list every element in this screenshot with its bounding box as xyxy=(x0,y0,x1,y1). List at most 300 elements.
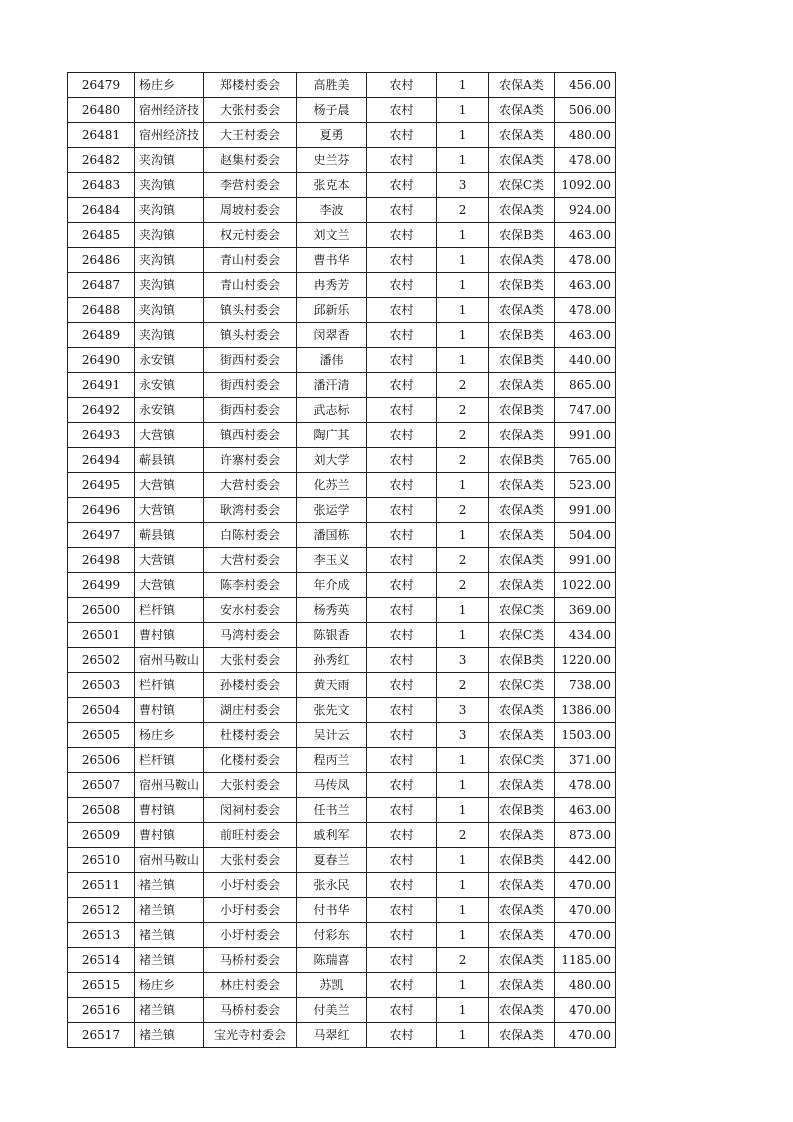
insurance-category-cell: 农保A类 xyxy=(489,698,555,723)
village-committee-cell: 大张村委会 xyxy=(204,648,297,673)
insurance-category-cell: 农保A类 xyxy=(489,1023,555,1048)
insurance-category-cell: 农保C类 xyxy=(489,623,555,648)
amount-cell: 456.00 xyxy=(555,73,616,98)
amount-cell: 504.00 xyxy=(555,523,616,548)
table-row xyxy=(68,573,616,598)
record-id-cell: 26512 xyxy=(68,898,135,923)
town-cell: 夹沟镇 xyxy=(135,148,204,173)
village-committee-cell: 镇西村委会 xyxy=(204,423,297,448)
household-count-cell: 1 xyxy=(437,473,489,498)
record-id-cell: 26482 xyxy=(68,148,135,173)
amount-cell: 470.00 xyxy=(555,923,616,948)
amount-cell: 463.00 xyxy=(555,223,616,248)
town-cell: 曹村镇 xyxy=(135,798,204,823)
record-id-cell: 26502 xyxy=(68,648,135,673)
area-type-cell: 农村 xyxy=(367,273,437,298)
table-row xyxy=(68,148,616,173)
amount-cell: 369.00 xyxy=(555,598,616,623)
village-committee-cell: 周坡村委会 xyxy=(204,198,297,223)
town-cell: 夹沟镇 xyxy=(135,248,204,273)
village-committee-cell: 林庄村委会 xyxy=(204,973,297,998)
area-type-cell: 农村 xyxy=(367,923,437,948)
area-type-cell: 农村 xyxy=(367,223,437,248)
person-name-cell: 潘国栋 xyxy=(297,523,367,548)
record-id-cell: 26507 xyxy=(68,773,135,798)
amount-cell: 523.00 xyxy=(555,473,616,498)
record-id-cell: 26491 xyxy=(68,373,135,398)
town-cell: 褚兰镇 xyxy=(135,923,204,948)
area-type-cell: 农村 xyxy=(367,248,437,273)
table-row xyxy=(68,898,616,923)
village-committee-cell: 大张村委会 xyxy=(204,848,297,873)
area-type-cell: 农村 xyxy=(367,373,437,398)
record-id-cell: 26486 xyxy=(68,248,135,273)
village-committee-cell: 街西村委会 xyxy=(204,348,297,373)
insurance-category-cell: 农保A类 xyxy=(489,198,555,223)
record-id-cell: 26516 xyxy=(68,998,135,1023)
person-name-cell: 马传凤 xyxy=(297,773,367,798)
village-committee-cell: 小圩村委会 xyxy=(204,898,297,923)
village-committee-cell: 前旺村委会 xyxy=(204,823,297,848)
area-type-cell: 农村 xyxy=(367,698,437,723)
amount-cell: 434.00 xyxy=(555,623,616,648)
amount-cell: 747.00 xyxy=(555,398,616,423)
person-name-cell: 张永民 xyxy=(297,873,367,898)
household-count-cell: 2 xyxy=(437,548,489,573)
household-count-cell: 2 xyxy=(437,448,489,473)
village-committee-cell: 街西村委会 xyxy=(204,398,297,423)
household-count-cell: 1 xyxy=(437,298,489,323)
amount-cell: 991.00 xyxy=(555,423,616,448)
amount-cell: 991.00 xyxy=(555,548,616,573)
area-type-cell: 农村 xyxy=(367,348,437,373)
village-committee-cell: 安水村委会 xyxy=(204,598,297,623)
table-row xyxy=(68,248,616,273)
table-row xyxy=(68,923,616,948)
person-name-cell: 曹书华 xyxy=(297,248,367,273)
insurance-category-cell: 农保B类 xyxy=(489,798,555,823)
town-cell: 永安镇 xyxy=(135,398,204,423)
table-row xyxy=(68,223,616,248)
household-count-cell: 1 xyxy=(437,273,489,298)
amount-cell: 480.00 xyxy=(555,123,616,148)
record-id-cell: 26479 xyxy=(68,73,135,98)
amount-cell: 442.00 xyxy=(555,848,616,873)
household-count-cell: 2 xyxy=(437,423,489,448)
insurance-category-cell: 农保B类 xyxy=(489,648,555,673)
area-type-cell: 农村 xyxy=(367,323,437,348)
person-name-cell: 高胜美 xyxy=(297,73,367,98)
insurance-category-cell: 农保B类 xyxy=(489,323,555,348)
record-id-cell: 26504 xyxy=(68,698,135,723)
town-cell: 杨庄乡 xyxy=(135,973,204,998)
village-committee-cell: 孙楼村委会 xyxy=(204,673,297,698)
village-committee-cell: 杜楼村委会 xyxy=(204,723,297,748)
area-type-cell: 农村 xyxy=(367,798,437,823)
area-type-cell: 农村 xyxy=(367,973,437,998)
person-name-cell: 张先文 xyxy=(297,698,367,723)
table-row xyxy=(68,748,616,773)
amount-cell: 865.00 xyxy=(555,373,616,398)
insurance-category-cell: 农保A类 xyxy=(489,498,555,523)
insurance-category-cell: 农保B类 xyxy=(489,448,555,473)
person-name-cell: 潘伟 xyxy=(297,348,367,373)
table-row xyxy=(68,998,616,1023)
village-committee-cell: 小圩村委会 xyxy=(204,923,297,948)
household-count-cell: 1 xyxy=(437,323,489,348)
person-name-cell: 付美兰 xyxy=(297,998,367,1023)
person-name-cell: 夏勇 xyxy=(297,123,367,148)
insurance-category-cell: 农保A类 xyxy=(489,298,555,323)
town-cell: 宿州马鞍山 xyxy=(135,848,204,873)
table-row xyxy=(68,523,616,548)
town-cell: 夹沟镇 xyxy=(135,198,204,223)
amount-cell: 463.00 xyxy=(555,798,616,823)
insurance-category-cell: 农保A类 xyxy=(489,898,555,923)
area-type-cell: 农村 xyxy=(367,148,437,173)
household-count-cell: 1 xyxy=(437,623,489,648)
insurance-category-cell: 农保A类 xyxy=(489,823,555,848)
town-cell: 大营镇 xyxy=(135,473,204,498)
village-committee-cell: 小圩村委会 xyxy=(204,873,297,898)
area-type-cell: 农村 xyxy=(367,823,437,848)
area-type-cell: 农村 xyxy=(367,1023,437,1048)
record-id-cell: 26493 xyxy=(68,423,135,448)
record-id-cell: 26503 xyxy=(68,673,135,698)
area-type-cell: 农村 xyxy=(367,773,437,798)
household-count-cell: 2 xyxy=(437,673,489,698)
table-row xyxy=(68,723,616,748)
table-row xyxy=(68,623,616,648)
area-type-cell: 农村 xyxy=(367,523,437,548)
village-committee-cell: 马湾村委会 xyxy=(204,623,297,648)
record-id-cell: 26487 xyxy=(68,273,135,298)
table-row xyxy=(68,798,616,823)
town-cell: 夹沟镇 xyxy=(135,223,204,248)
village-committee-cell: 镇头村委会 xyxy=(204,298,297,323)
amount-cell: 371.00 xyxy=(555,748,616,773)
village-committee-cell: 耿湾村委会 xyxy=(204,498,297,523)
insurance-category-cell: 农保C类 xyxy=(489,673,555,698)
town-cell: 大营镇 xyxy=(135,423,204,448)
household-count-cell: 1 xyxy=(437,523,489,548)
insurance-category-cell: 农保A类 xyxy=(489,73,555,98)
person-name-cell: 张运学 xyxy=(297,498,367,523)
household-count-cell: 2 xyxy=(437,948,489,973)
town-cell: 宿州经济技 xyxy=(135,123,204,148)
household-count-cell: 1 xyxy=(437,98,489,123)
record-id-cell: 26509 xyxy=(68,823,135,848)
table-row xyxy=(68,73,616,98)
household-count-cell: 1 xyxy=(437,798,489,823)
person-name-cell: 武志标 xyxy=(297,398,367,423)
table-row xyxy=(68,448,616,473)
insurance-category-cell: 农保B类 xyxy=(489,223,555,248)
table-row xyxy=(68,173,616,198)
area-type-cell: 农村 xyxy=(367,948,437,973)
household-count-cell: 2 xyxy=(437,373,489,398)
household-count-cell: 1 xyxy=(437,598,489,623)
town-cell: 褚兰镇 xyxy=(135,948,204,973)
person-name-cell: 苏凯 xyxy=(297,973,367,998)
village-committee-cell: 许寨村委会 xyxy=(204,448,297,473)
person-name-cell: 冉秀芳 xyxy=(297,273,367,298)
record-id-cell: 26517 xyxy=(68,1023,135,1048)
record-id-cell: 26490 xyxy=(68,348,135,373)
amount-cell: 1022.00 xyxy=(555,573,616,598)
household-count-cell: 2 xyxy=(437,823,489,848)
table-row xyxy=(68,823,616,848)
insurance-category-cell: 农保B类 xyxy=(489,273,555,298)
village-committee-cell: 宝光寺村委会 xyxy=(204,1023,297,1048)
village-committee-cell: 青山村委会 xyxy=(204,273,297,298)
person-name-cell: 李玉义 xyxy=(297,548,367,573)
record-id-cell: 26499 xyxy=(68,573,135,598)
table-row xyxy=(68,498,616,523)
amount-cell: 478.00 xyxy=(555,148,616,173)
record-id-cell: 26480 xyxy=(68,98,135,123)
household-count-cell: 1 xyxy=(437,223,489,248)
area-type-cell: 农村 xyxy=(367,998,437,1023)
table-row xyxy=(68,548,616,573)
area-type-cell: 农村 xyxy=(367,623,437,648)
record-id-cell: 26511 xyxy=(68,873,135,898)
town-cell: 曹村镇 xyxy=(135,823,204,848)
insurance-category-cell: 农保B类 xyxy=(489,398,555,423)
table-row xyxy=(68,123,616,148)
person-name-cell: 年介成 xyxy=(297,573,367,598)
insurance-category-cell: 农保A类 xyxy=(489,473,555,498)
area-type-cell: 农村 xyxy=(367,598,437,623)
table-row xyxy=(68,698,616,723)
table-row xyxy=(68,373,616,398)
person-name-cell: 陈瑞喜 xyxy=(297,948,367,973)
table-row xyxy=(68,673,616,698)
person-name-cell: 杨秀英 xyxy=(297,598,367,623)
insurance-category-cell: 农保A类 xyxy=(489,423,555,448)
table-row xyxy=(68,598,616,623)
amount-cell: 463.00 xyxy=(555,273,616,298)
area-type-cell: 农村 xyxy=(367,498,437,523)
town-cell: 褚兰镇 xyxy=(135,1023,204,1048)
person-name-cell: 吴计云 xyxy=(297,723,367,748)
amount-cell: 470.00 xyxy=(555,1023,616,1048)
person-name-cell: 陈银香 xyxy=(297,623,367,648)
village-committee-cell: 大张村委会 xyxy=(204,773,297,798)
insurance-category-cell: 农保A类 xyxy=(489,973,555,998)
area-type-cell: 农村 xyxy=(367,398,437,423)
amount-cell: 1386.00 xyxy=(555,698,616,723)
amount-cell: 478.00 xyxy=(555,248,616,273)
person-name-cell: 潘汗清 xyxy=(297,373,367,398)
village-committee-cell: 权元村委会 xyxy=(204,223,297,248)
amount-cell: 470.00 xyxy=(555,898,616,923)
person-name-cell: 刘大学 xyxy=(297,448,367,473)
household-count-cell: 3 xyxy=(437,698,489,723)
record-id-cell: 26506 xyxy=(68,748,135,773)
amount-cell: 440.00 xyxy=(555,348,616,373)
insurance-category-cell: 农保A类 xyxy=(489,373,555,398)
household-count-cell: 1 xyxy=(437,973,489,998)
amount-cell: 470.00 xyxy=(555,873,616,898)
person-name-cell: 张克本 xyxy=(297,173,367,198)
person-name-cell: 李波 xyxy=(297,198,367,223)
town-cell: 蕲县镇 xyxy=(135,448,204,473)
roster-body xyxy=(68,73,616,1048)
person-name-cell: 黄天雨 xyxy=(297,673,367,698)
area-type-cell: 农村 xyxy=(367,73,437,98)
amount-cell: 1220.00 xyxy=(555,648,616,673)
table-row xyxy=(68,398,616,423)
record-id-cell: 26514 xyxy=(68,948,135,973)
roster-table xyxy=(67,72,616,1048)
table-row xyxy=(68,773,616,798)
insurance-category-cell: 农保A类 xyxy=(489,248,555,273)
record-id-cell: 26489 xyxy=(68,323,135,348)
record-id-cell: 26508 xyxy=(68,798,135,823)
village-committee-cell: 湖庄村委会 xyxy=(204,698,297,723)
amount-cell: 1092.00 xyxy=(555,173,616,198)
table-row xyxy=(68,848,616,873)
record-id-cell: 26495 xyxy=(68,473,135,498)
person-name-cell: 邱新乐 xyxy=(297,298,367,323)
town-cell: 栏杆镇 xyxy=(135,748,204,773)
household-count-cell: 1 xyxy=(437,348,489,373)
village-committee-cell: 大营村委会 xyxy=(204,473,297,498)
area-type-cell: 农村 xyxy=(367,873,437,898)
town-cell: 褚兰镇 xyxy=(135,998,204,1023)
table-row xyxy=(68,973,616,998)
area-type-cell: 农村 xyxy=(367,548,437,573)
village-committee-cell: 马桥村委会 xyxy=(204,948,297,973)
village-committee-cell: 镇头村委会 xyxy=(204,323,297,348)
table-row xyxy=(68,423,616,448)
village-committee-cell: 马桥村委会 xyxy=(204,998,297,1023)
insurance-category-cell: 农保B类 xyxy=(489,848,555,873)
record-id-cell: 26485 xyxy=(68,223,135,248)
record-id-cell: 26497 xyxy=(68,523,135,548)
record-id-cell: 26510 xyxy=(68,848,135,873)
area-type-cell: 农村 xyxy=(367,173,437,198)
amount-cell: 506.00 xyxy=(555,98,616,123)
village-committee-cell: 化楼村委会 xyxy=(204,748,297,773)
person-name-cell: 戚利军 xyxy=(297,823,367,848)
household-count-cell: 1 xyxy=(437,748,489,773)
village-committee-cell: 青山村委会 xyxy=(204,248,297,273)
amount-cell: 480.00 xyxy=(555,973,616,998)
amount-cell: 478.00 xyxy=(555,773,616,798)
table-row xyxy=(68,273,616,298)
amount-cell: 991.00 xyxy=(555,498,616,523)
record-id-cell: 26492 xyxy=(68,398,135,423)
town-cell: 蕲县镇 xyxy=(135,523,204,548)
insurance-category-cell: 农保C类 xyxy=(489,748,555,773)
household-count-cell: 1 xyxy=(437,248,489,273)
town-cell: 夹沟镇 xyxy=(135,323,204,348)
town-cell: 宿州马鞍山 xyxy=(135,648,204,673)
amount-cell: 470.00 xyxy=(555,998,616,1023)
household-count-cell: 3 xyxy=(437,648,489,673)
table-row xyxy=(68,873,616,898)
record-id-cell: 26498 xyxy=(68,548,135,573)
insurance-category-cell: 农保A类 xyxy=(489,523,555,548)
table-row xyxy=(68,323,616,348)
table-row xyxy=(68,648,616,673)
area-type-cell: 农村 xyxy=(367,123,437,148)
village-committee-cell: 郑楼村委会 xyxy=(204,73,297,98)
record-id-cell: 26483 xyxy=(68,173,135,198)
town-cell: 栏杆镇 xyxy=(135,673,204,698)
area-type-cell: 农村 xyxy=(367,748,437,773)
person-name-cell: 马翠红 xyxy=(297,1023,367,1048)
amount-cell: 765.00 xyxy=(555,448,616,473)
household-count-cell: 2 xyxy=(437,198,489,223)
person-name-cell: 刘文兰 xyxy=(297,223,367,248)
household-count-cell: 2 xyxy=(437,398,489,423)
village-committee-cell: 大王村委会 xyxy=(204,123,297,148)
town-cell: 夹沟镇 xyxy=(135,273,204,298)
town-cell: 杨庄乡 xyxy=(135,723,204,748)
person-name-cell: 孙秀红 xyxy=(297,648,367,673)
amount-cell: 478.00 xyxy=(555,298,616,323)
town-cell: 宿州经济技 xyxy=(135,98,204,123)
household-count-cell: 1 xyxy=(437,1023,489,1048)
town-cell: 大营镇 xyxy=(135,573,204,598)
person-name-cell: 付彩东 xyxy=(297,923,367,948)
person-name-cell: 任书兰 xyxy=(297,798,367,823)
household-count-cell: 1 xyxy=(437,998,489,1023)
insurance-category-cell: 农保C类 xyxy=(489,598,555,623)
household-count-cell: 1 xyxy=(437,73,489,98)
area-type-cell: 农村 xyxy=(367,723,437,748)
town-cell: 褚兰镇 xyxy=(135,898,204,923)
record-id-cell: 26496 xyxy=(68,498,135,523)
household-count-cell: 1 xyxy=(437,123,489,148)
person-name-cell: 夏春兰 xyxy=(297,848,367,873)
insurance-category-cell: 农保A类 xyxy=(489,773,555,798)
person-name-cell: 史兰芬 xyxy=(297,148,367,173)
village-committee-cell: 赵集村委会 xyxy=(204,148,297,173)
amount-cell: 463.00 xyxy=(555,323,616,348)
insurance-category-cell: 农保A类 xyxy=(489,98,555,123)
household-count-cell: 3 xyxy=(437,723,489,748)
table-row xyxy=(68,298,616,323)
insurance-category-cell: 农保A类 xyxy=(489,573,555,598)
town-cell: 夹沟镇 xyxy=(135,173,204,198)
table-row xyxy=(68,1023,616,1048)
household-count-cell: 1 xyxy=(437,923,489,948)
insurance-category-cell: 农保A类 xyxy=(489,923,555,948)
household-count-cell: 2 xyxy=(437,498,489,523)
person-name-cell: 化苏兰 xyxy=(297,473,367,498)
area-type-cell: 农村 xyxy=(367,448,437,473)
record-id-cell: 26484 xyxy=(68,198,135,223)
town-cell: 夹沟镇 xyxy=(135,298,204,323)
insurance-category-cell: 农保A类 xyxy=(489,148,555,173)
household-count-cell: 1 xyxy=(437,873,489,898)
town-cell: 杨庄乡 xyxy=(135,73,204,98)
record-id-cell: 26494 xyxy=(68,448,135,473)
insurance-category-cell: 农保A类 xyxy=(489,948,555,973)
insurance-category-cell: 农保A类 xyxy=(489,873,555,898)
household-count-cell: 1 xyxy=(437,848,489,873)
household-count-cell: 2 xyxy=(437,573,489,598)
record-id-cell: 26515 xyxy=(68,973,135,998)
village-committee-cell: 闵祠村委会 xyxy=(204,798,297,823)
area-type-cell: 农村 xyxy=(367,298,437,323)
person-name-cell: 闵翠香 xyxy=(297,323,367,348)
area-type-cell: 农村 xyxy=(367,198,437,223)
